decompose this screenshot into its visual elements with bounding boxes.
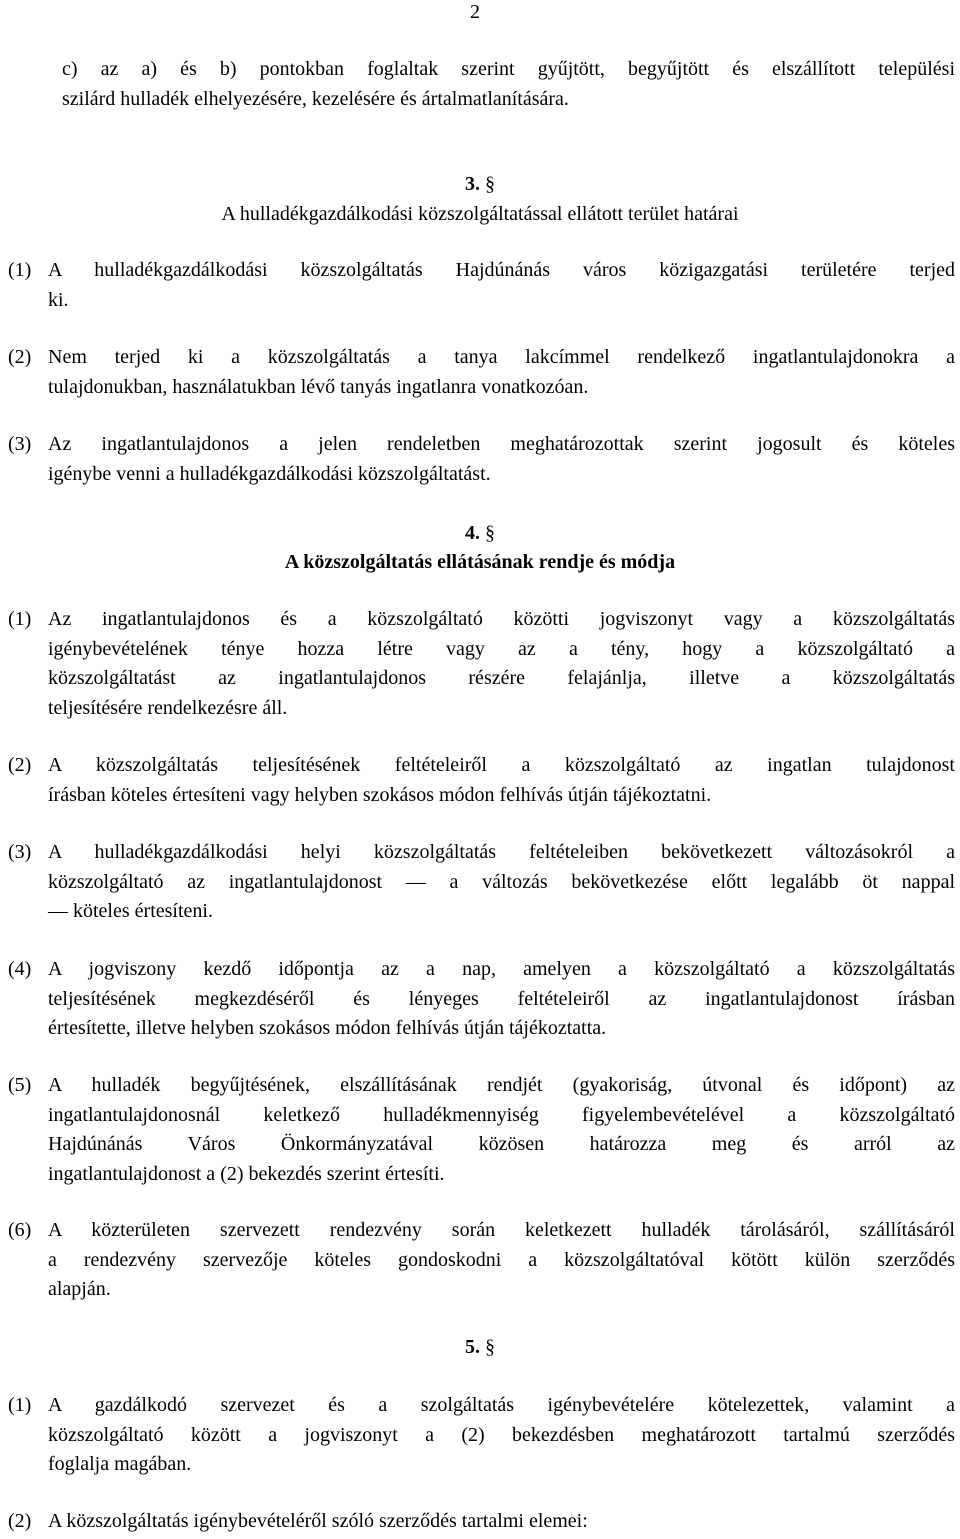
- paragraph-number: (2): [8, 754, 32, 776]
- section-3-title: A hulladékgazdálkodási közszolgáltatással ellátott terület határai: [221, 203, 739, 225]
- text-line: c) az a) és b) pontokban foglaltak szerint gyűjtött, begyűjtött és elszállított települési: [62, 58, 955, 80]
- text-line: Nem terjed ki a közszolgáltatás a tanya lakcímmel rendelkező ingatlantulajdonokra a: [48, 346, 955, 368]
- paragraph-number: (3): [8, 841, 32, 863]
- s3-paragraph-2: [8, 343, 955, 402]
- text-line: A gazdálkodó szervezet és a szolgáltatás igénybevételére kötelezettek, valamint a: [48, 1394, 955, 1416]
- text-line: A jogviszony kezdő időpontja az a nap, amelyen a közszolgáltató a közszolgáltatás: [48, 958, 955, 980]
- intro-paragraph: [62, 55, 955, 114]
- text-line: teljesítésére rendelkezésre áll.: [48, 696, 288, 719]
- text-line: A közszolgáltatás igénybevételéről szóló szerződés tartalmi elemei:: [48, 1510, 588, 1532]
- page-number: 2: [470, 1, 480, 23]
- text-line: igénybevételének ténye hozza létre vagy az a tény, hogy a közszolgáltató a: [48, 637, 955, 660]
- paragraph-number: (6): [8, 1219, 32, 1241]
- paragraph-number: (1): [8, 259, 32, 281]
- text-line: szilárd hulladék elhelyezésére, kezelésére és ártalmatlanítására.: [62, 87, 569, 110]
- section-sign: §: [485, 1336, 495, 1358]
- text-line: teljesítésének megkezdéséről és lényeges feltételeiről az ingatlantulajdonost írásban: [48, 987, 955, 1010]
- text-line: Hajdúnánás Város Önkormányzatával közösen határozza meg és arról az: [48, 1133, 955, 1155]
- paragraph-number: (5): [8, 1074, 32, 1096]
- s5-paragraph-2: [8, 1507, 955, 1537]
- text-line: alapján.: [48, 1278, 111, 1300]
- section-3-number: 3. §: [465, 173, 495, 195]
- paragraph-number: (2): [8, 346, 32, 368]
- text-line: — köteles értesíteni.: [48, 900, 213, 922]
- text-line: írásban köteles értesíteni vagy helyben szokásos módon felhívás útján tájékoztatni.: [48, 783, 712, 806]
- s4-paragraph-6: [8, 1216, 955, 1305]
- text-line: a rendezvény szervezője köteles gondoskodni a közszolgáltatóval kötött külön szerződés: [48, 1248, 955, 1271]
- text-line: ingatlantulajdonosnál keletkező hulladékmennyiség figyelembevételével a közszolgáltató: [48, 1103, 955, 1126]
- paragraph-number: (1): [8, 608, 32, 630]
- text-line: A közterületen szervezett rendezvény során keletkezett hulladék tárolásáról, szállításáról: [48, 1219, 955, 1241]
- s4-paragraph-5: [8, 1071, 955, 1189]
- text-line: A hulladékgazdálkodási közszolgáltatás Hajdúnánás város közigazgatási területére terjed: [48, 259, 955, 281]
- text-line: A hulladék begyűjtésének, elszállításának rendjét (gyakoriság, útvonal és időpont) az: [48, 1074, 955, 1096]
- text-line: igénybe venni a hulladékgazdálkodási közszolgáltatást.: [48, 462, 491, 485]
- section-4-number: 4. §: [465, 522, 495, 544]
- s4-paragraph-4: [8, 955, 955, 1044]
- text-line: értesítette, illetve helyben szokásos módon felhívás útján tájékoztatta.: [48, 1017, 607, 1039]
- text-line: A közszolgáltatás teljesítésének feltételeiről a közszolgáltató az ingatlan tulajdonost: [48, 754, 955, 776]
- s3-paragraph-1: [8, 256, 955, 315]
- paragraph-number: (3): [8, 433, 32, 455]
- section-5-number: 5. §: [465, 1336, 495, 1358]
- text-line: ingatlantulajdonost a (2) bekezdés szerint értesíti.: [48, 1162, 445, 1185]
- text-line: tulajdonukban, használatukban lévő tanyás ingatlanra vonatkozóan.: [48, 375, 589, 398]
- s4-paragraph-1: [8, 605, 955, 723]
- section-sign: §: [485, 522, 495, 544]
- text-line: Az ingatlantulajdonos és a közszolgáltató közötti jogviszonyt vagy a közszolgáltatás: [48, 608, 955, 630]
- s3-paragraph-3: [8, 430, 955, 489]
- paragraph-number: (1): [8, 1394, 32, 1416]
- text-line: Az ingatlantulajdonos a jelen rendeletben meghatározottak szerint jogosult és köteles: [48, 433, 955, 455]
- s4-paragraph-3: [8, 838, 955, 927]
- text-line: foglalja magában.: [48, 1453, 192, 1475]
- s5-paragraph-1: [8, 1391, 955, 1480]
- paragraph-number: (4): [8, 958, 32, 980]
- text-line: közszolgáltató az ingatlantulajdonost — a változás bekövetkezése előtt legalább öt nappal: [48, 870, 955, 893]
- s4-paragraph-2: [8, 751, 955, 810]
- text-line: A hulladékgazdálkodási helyi közszolgáltatás feltételeiben bekövetkezett változásokról a: [48, 841, 955, 863]
- section-sign: §: [485, 173, 495, 195]
- text-line: ki.: [48, 288, 69, 311]
- paragraph-number: (2): [8, 1510, 32, 1532]
- text-line: közszolgáltató között a jogviszonyt a (2) bekezdésben meghatározott tartalmú szerződés: [48, 1423, 955, 1446]
- section-4-title: A közszolgáltatás ellátásának rendje és módja: [284, 551, 676, 573]
- text-line: közszolgáltatást az ingatlantulajdonos részére felajánlja, illetve a közszolgáltatás: [48, 667, 955, 689]
